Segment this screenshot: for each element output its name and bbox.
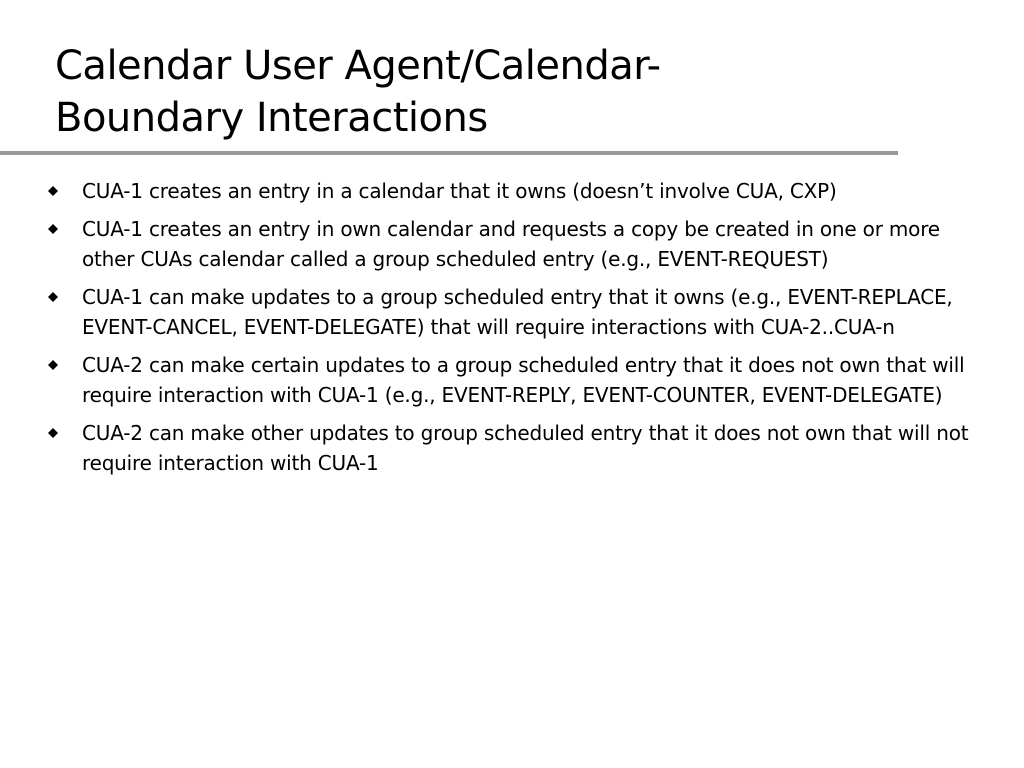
bullet-text: CUA-1 can make updates to a group scheduled entry that it owns (e.g., EVENT-REPLACE, EVENT-CANCEL, EVENT-DELEGATE) that will require interactions with CUA-2..CUA-n xyxy=(82,285,953,339)
diamond-icon xyxy=(48,292,58,302)
bullet-list xyxy=(46,176,976,486)
diamond-icon xyxy=(48,360,58,370)
bullet-item xyxy=(46,282,976,342)
slide-title xyxy=(55,40,935,144)
bullet-text: CUA-1 creates an entry in own calendar and requests a copy be created in one or more other CUAs calendar called a group scheduled entry (e.g., EVENT-REQUEST) xyxy=(82,217,940,271)
bullet-item xyxy=(46,418,976,478)
title-line-2: Boundary Interactions xyxy=(55,95,488,141)
bullet-item xyxy=(46,350,976,410)
bullet-text: CUA-2 can make certain updates to a group scheduled entry that it does not own that will require interaction with CUA-1 (e.g., EVENT-REPLY, EVENT-COUNTER, EVENT-DELEGATE) xyxy=(82,353,965,407)
diamond-icon xyxy=(48,186,58,196)
diamond-icon xyxy=(48,428,58,438)
bullet-item xyxy=(46,176,976,206)
title-line-1: Calendar User Agent/Calendar- xyxy=(55,43,661,89)
diamond-icon xyxy=(48,224,58,234)
bullet-text: CUA-2 can make other updates to group scheduled entry that it does not own that will not require interaction with CUA-1 xyxy=(82,421,969,475)
bullet-text: CUA-1 creates an entry in a calendar that it owns (doesn’t involve CUA, CXP) xyxy=(82,179,837,203)
title-divider xyxy=(0,151,898,155)
bullet-item xyxy=(46,214,976,274)
